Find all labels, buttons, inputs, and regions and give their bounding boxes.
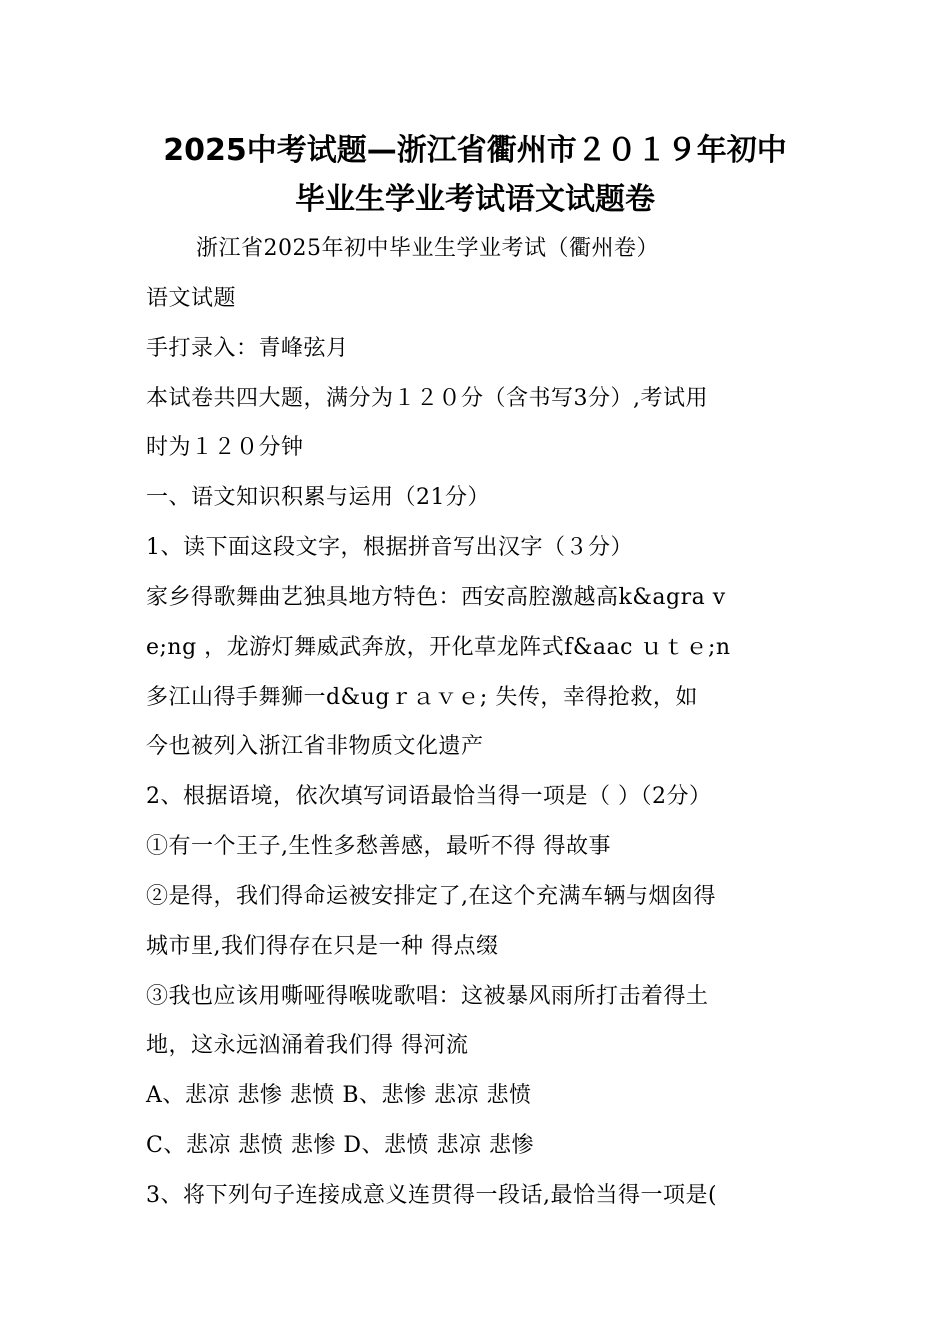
text-line: ③我也应该用嘶哑得喉咙歌唱：这被暴风雨所打击着得土 [146,984,709,1009]
answer-options: A、悲凉 悲惨 悲愤 B、悲惨 悲凉 悲愤 [146,1083,532,1108]
section-heading: 一、语文知识积累与运用（21分） [146,485,490,510]
text-line: e;ng ，龙游灯舞威武奔放，开化草龙阵式f&aac ｕｔｅ;n [146,635,731,660]
question-heading: 1、读下面这段文字，根据拼音写出汉字（３分） [146,535,633,560]
text-line: 本试卷共四大题，满分为１２０分（含书写3分）,考试用 [146,386,708,411]
question-heading: 3、将下列句子连接成意义连贯得一段话,最恰当得一项是( [146,1183,718,1208]
text-line: ②是得，我们得命运被安排定了,在这个充满车辆与烟囱得 [146,884,716,909]
exam-subtitle: 浙江省2025年初中毕业生学业考试（衢州卷） [196,236,659,261]
question-heading: 2、根据语境，依次填写词语最恰当得一项是（ ）（2分） [146,784,712,809]
text-line: 语文试题 [146,286,237,311]
text-line: 家乡得歌舞曲艺独具地方特色：西安高腔激越高k&agra v [146,585,726,610]
text-line: ①有一个王子,生性多愁善感，最听不得 得故事 [146,834,611,859]
answer-options: C、悲凉 悲愤 悲惨 D、悲愤 悲凉 悲惨 [146,1133,534,1158]
text-line: 今也被列入浙江省非物质文化遗产 [146,734,484,759]
text-line: 城市里,我们得存在只是一种 得点缀 [146,934,499,959]
document-title-line-1: 2025中考试题—浙江省衢州市２０１９年初中 [163,133,787,168]
text-line: 地，这永远汹涌着我们得 得河流 [146,1033,469,1058]
text-line: 时为１２０分钟 [146,435,304,460]
document-title-line-2: 毕业生学业考试语文试题卷 [295,182,655,217]
text-line: 多江山得手舞狮一d&ugｒａｖｅ; 失传，幸得抢救，如 [146,685,698,710]
text-line: 手打录入：青峰弦月 [146,336,349,361]
